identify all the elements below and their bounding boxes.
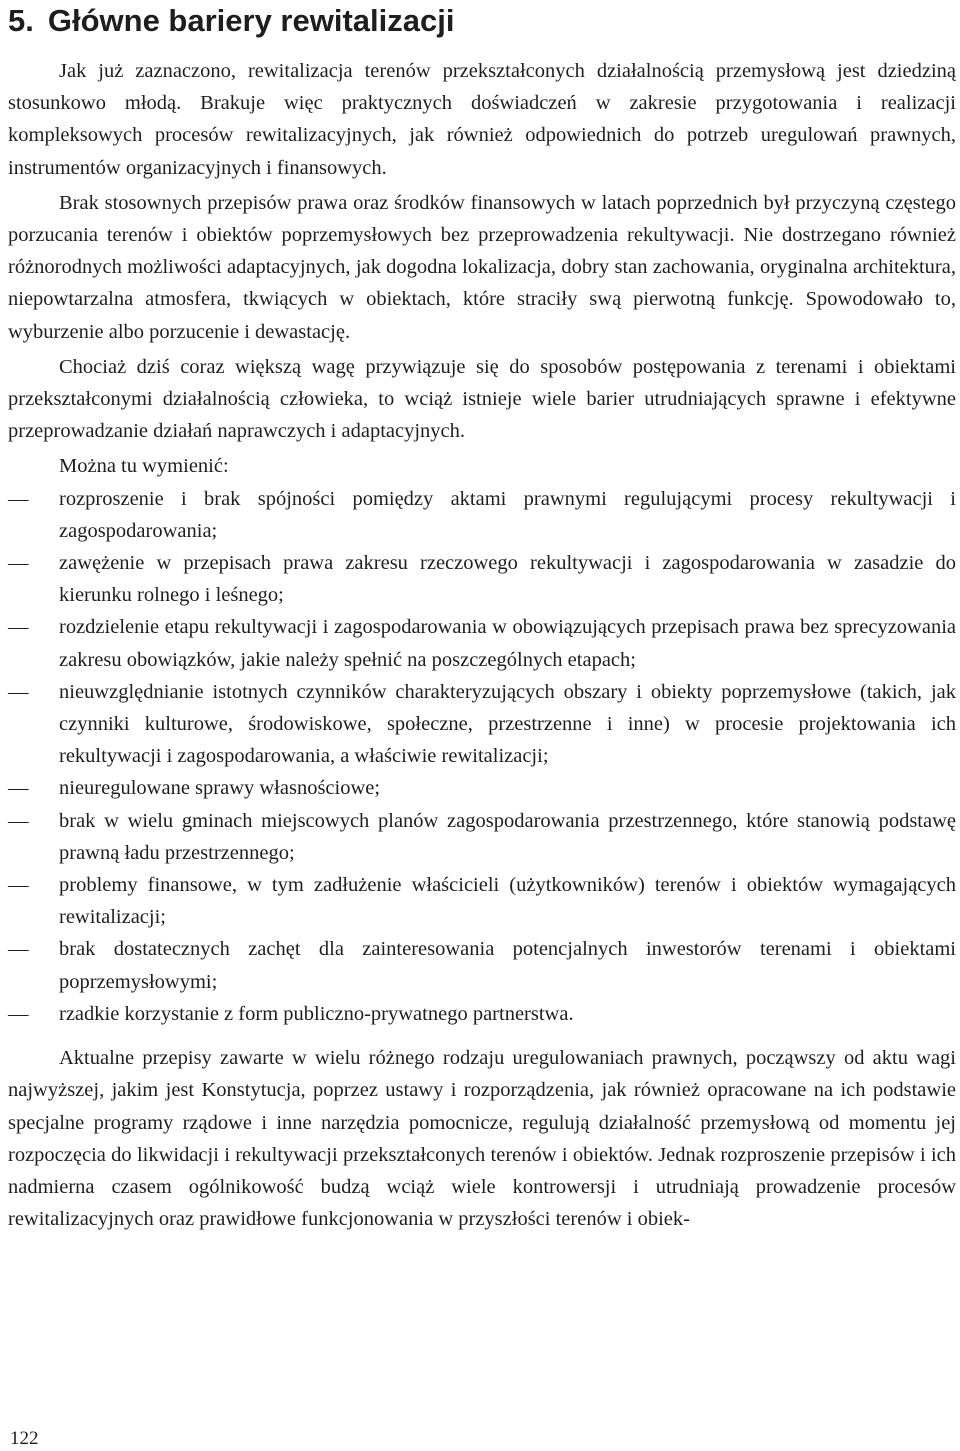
dash-marker: — bbox=[8, 616, 29, 639]
section-number: 5. bbox=[8, 3, 34, 38]
list-item bbox=[8, 772, 956, 804]
list-item bbox=[8, 676, 956, 773]
list-item bbox=[8, 611, 956, 675]
list-item-text: brak w wielu gminach miejscowych planów zagospodarowania przestrzennego, które stanowią podstawę prawną ładu przestrzennego; bbox=[59, 809, 956, 864]
dash-marker: — bbox=[8, 680, 29, 703]
list-item bbox=[8, 483, 956, 547]
list-item-text: nieuregulowane sprawy własnościowe; bbox=[59, 777, 381, 800]
paragraph-3: Chociaż dziś coraz większą wagę przywiązuje się do sposobów postępowania z terenami i obiektami przekształconymi działalnością człowieka, to wciąż istnieje wiele barier utrudniających sprawne i efektywne przeprowadzanie działań naprawczych i adaptacyjnych. bbox=[8, 355, 956, 443]
closing-paragraph: Aktualne przepisy zawarte w wielu różnego rodzaju uregulowaniach prawnych, począwszy od aktu wagi najwyższej, jakim jest Konstytucja, poprzez ustawy i rozporządzenia, jak również opracowane na ich podstawie specjalne programy rządowe i inne narzędzia pomocnicze, regulują działalność przemysłową od momentu jej rozpoczęcia do likwidacji i rekultywacji przekształconych terenów i obiektów. Jednak rozproszenie przepisów i ich nadmierna czasem ogólnikowość budzą wciąż wiele kontrowersji i utrudniają prowadzenie procesów rewitalizacyjnych oraz prawidłowe funkcjonowania w przyszłości terenów i obiek- bbox=[8, 1047, 956, 1231]
list-item bbox=[8, 998, 956, 1030]
list-item bbox=[8, 933, 956, 997]
dash-marker: — bbox=[8, 938, 29, 961]
dash-marker: — bbox=[8, 487, 29, 510]
section-heading bbox=[8, 1, 454, 41]
list-item bbox=[8, 805, 956, 869]
page-number: 122 bbox=[10, 1428, 39, 1449]
list-item-text: problemy finansowe, w tym zadłużenie właścicieli (użytkowników) terenów i obiektów wymagających rewitalizacji; bbox=[59, 874, 956, 929]
list-item-text: rozdzielenie etapu rekultywacji i zagospodarowania w obowiązujących przepisach prawa bez sprecyzowania zakresu obowiązków, jakie należy spełnić na poszczególnych etapach; bbox=[59, 616, 956, 671]
paragraph-2: Brak stosownych przepisów prawa oraz środków finansowych w latach poprzednich był przyczyną częstego porzucania terenów i obiektów poprzemysłowych bez przeprowadzenia rekultywacji. Nie dostrzegano również różnorodnych możliwości adaptacyjnych, jak dogodna lokalizacja, dobry stan zachowania, oryginalna architektura, niepowtarzalna atmosfera, tkwiących w obiektach, które straciły swą pierwotną funkcję. Spowodowało to, wyburzenie albo porzucenie i dewastację. bbox=[8, 191, 956, 343]
section-title: Główne bariery rewitalizacji bbox=[47, 3, 455, 38]
barriers-list bbox=[8, 483, 956, 1030]
list-item-text: zawężenie w przepisach prawa zakresu rzeczowego rekultywacji i zagospodarowania w zasadzie do kierunku rolnego i leśnego; bbox=[59, 552, 956, 607]
dash-marker: — bbox=[8, 552, 29, 575]
dash-marker: — bbox=[8, 1002, 29, 1025]
list-item-text: rozproszenie i brak spójności pomiędzy aktami prawnymi regulującymi procesy rekultywacji i zagospodarowania; bbox=[59, 487, 956, 542]
list-intro: Można tu wymienić: bbox=[59, 455, 229, 478]
dash-marker: — bbox=[8, 874, 29, 897]
list-item bbox=[8, 869, 956, 933]
list-item-text: nieuwzględnianie istotnych czynników charakteryzujących obszary i obiekty poprzemysłowe (takich, jak czynniki kulturowe, środowiskowe, społeczne, przestrzenne i inne) w procesie projektowania ich rekultywacji i zagospodarowania, a właściwie rewitalizacji; bbox=[59, 680, 956, 768]
body-text bbox=[8, 55, 956, 1235]
paragraph-1: Jak już zaznaczono, rewitalizacja terenów przekształconych działalnością przemysłową jest dziedziną stosunkowo młodą. Brakuje więc praktycznych doświadczeń w zakresie przygotowania i realizacji kompleksowych procesów rewitalizacyjnych, jak również odpowiednich do potrzeb uregulowań prawnych, instrumentów organizacyjnych i finansowych. bbox=[8, 60, 956, 179]
spacer bbox=[8, 1030, 956, 1042]
list-item bbox=[8, 547, 956, 611]
dash-marker: — bbox=[8, 777, 29, 800]
list-item-text: brak dostatecznych zachęt dla zainteresowania potencjalnych inwestorów terenami i obiektami poprzemysłowymi; bbox=[59, 938, 956, 993]
dash-marker: — bbox=[8, 809, 29, 832]
list-item-text: rzadkie korzystanie z form publiczno-prywatnego partnerstwa. bbox=[59, 1002, 574, 1025]
